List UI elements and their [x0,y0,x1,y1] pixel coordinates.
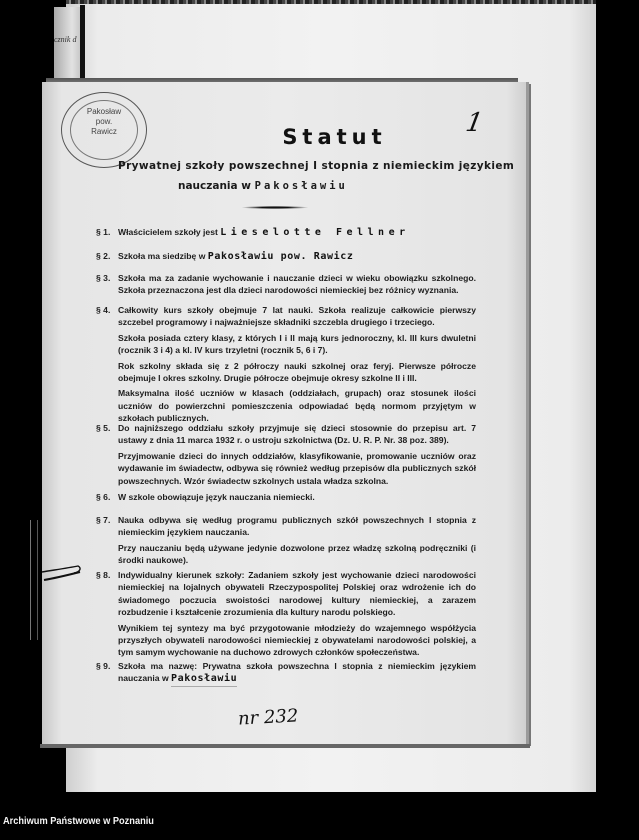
owner-name-typed: Lieselotte Fellner [220,227,410,238]
subtitle-prefix: nauczania w [178,180,251,192]
section-paragraph: Całkowity kurs szkoły obejmuje 7 lat nauki. Szkoła realizuje całkowicie pierwszy szczebel programowy i najważniejsze składniki szczebla drugiego i trzeciego. [118,305,476,328]
section-paragraph: Przy nauczaniu będą używane jedynie dozwolone przez władzę szkolną podręczniki (i środki naukowe). [118,542,476,566]
document-title: Statut [282,125,387,149]
section-paragraph: Szkoła ma za zadanie wychowanie i nauczanie dzieci w wieku obowiązku szkolnego. Szkoła przeznaczona jest dla dzieci narodowości niemieckiej bez różnicy wyznania. [118,273,476,296]
section-2 [96,250,476,263]
section-number: § 7. [96,515,111,525]
seat-location-typed: Pakosławiu pow. Rawicz [207,251,354,262]
section-1 [96,226,476,239]
section-8 [96,569,476,662]
section-paragraph: Indywidualny kierunek szkoły: Zadaniem szkoły jest wychowanie dzieci narodowości niemieckiej na lojalnych obywateli Rzeczypospolitej Polskiej oraz wdrożenie ich do świadomego poczucia swoistości narodowej kultury niemieckiej, a zarazem rozbudzenie i kształcenie zrozumienia dla kultury narodu polskiego. [118,570,476,618]
title-rule [242,206,308,209]
section-number: § 4. [96,305,111,315]
section-6 [96,491,476,506]
section-number: § 8. [96,570,111,580]
document-subtitle-line2 [178,180,348,192]
back-page-tab-text: cznik d [54,35,77,44]
section-paragraph: Wynikiem tej syntezy ma być przygotowanie młodzieży do wzajemnego współżycia przyszłych obywateli narodowości niemieckiej z obywatelami narodowości polskiej, a tym samym wychowanie na duchowo zdrowych członków społeczeństwa. [118,622,476,658]
subtitle-place: Pakosławiu [254,180,348,192]
section-7 [96,514,476,570]
section-paragraph: Maksymalna ilość uczniów w klasach (oddziałach, grupach) oraz stosunek ilości uczniów do powierzchni pomieszczenia odpowiadać będą normom przyjętym w szkołach publicznych. [118,388,476,424]
section-4 [96,304,476,428]
stamp-line: pow. [95,117,113,126]
section-number: § 2. [96,251,111,261]
section-paragraph: Nauka odbywa się według programu publicznych szkół powszechnych I stopnia z niemieckim językiem nauczania. [118,515,476,538]
page-bottom-edge [40,744,530,748]
handwritten-margin-mark-icon [34,560,84,590]
section-paragraph: Do najniższego oddziału szkoły przyjmuje się dzieci stosownie do przepisu art. 7 ustawy z dnia 11 marca 1932 r. o ustroju szkolnictwa (Dz. U. R. P. Nr. 38 poz. 389). [118,423,476,446]
section-paragraph: Przyjmowanie dzieci do innych oddziałów, klasyfikowanie, promowanie uczniów oraz wydawanie im świadectw, odbywa się również według przepisów dla publicznych szkół powszechnych. Wzór świadectw szkolnych ustala władza szkolna. [118,450,476,486]
section-number: § 9. [96,661,111,671]
stamp-line: Pakosław [86,107,122,116]
section-text: Właścicielem szkoły jest [118,227,218,237]
handwritten-page-number: 1 [463,108,486,138]
stamp-line: Rawicz [91,127,117,136]
section-9 [96,660,476,687]
section-5 [96,422,476,490]
handwritten-archive-number: nr 232 [237,705,299,730]
section-number: § 1. [96,227,111,237]
school-name-place-typed: Pakosławiu [171,673,237,686]
archive-caption: Archiwum Państwowe w Poznaniu [3,815,154,827]
document-subtitle-line1: Prywatnej szkoły powszechnej I stopnia z niemieckim językiem [118,160,515,172]
section-text: Szkoła ma nazwę: Prywatna szkoła powszechna I stopnia z niemieckim językiem nauczania w [118,661,476,684]
section-paragraph: Szkoła posiada cztery klasy, z których I i II mają kurs jednoroczny, kl. III kurs dwuletni (rocznik 3 i 4) a kl. IV kurs trzyletni (rocznik 5, 6 i 7). [118,332,476,356]
section-text: Szkoła ma siedzibę w [118,251,206,261]
section-number: § 3. [96,273,111,283]
section-paragraph: W szkole obowiązuje język nauczania niemiecki. [118,492,315,502]
section-3 [96,272,476,300]
section-number: § 6. [96,492,111,502]
section-number: § 5. [96,423,111,433]
section-paragraph: Rok szkolny składa się z 2 półroczy nauki szkolnej oraz feryj. Pierwsze półrocze obejmuje I okres szkolny. Drugie półrocze obejmuje okresy szkolne II i III. [118,360,476,384]
